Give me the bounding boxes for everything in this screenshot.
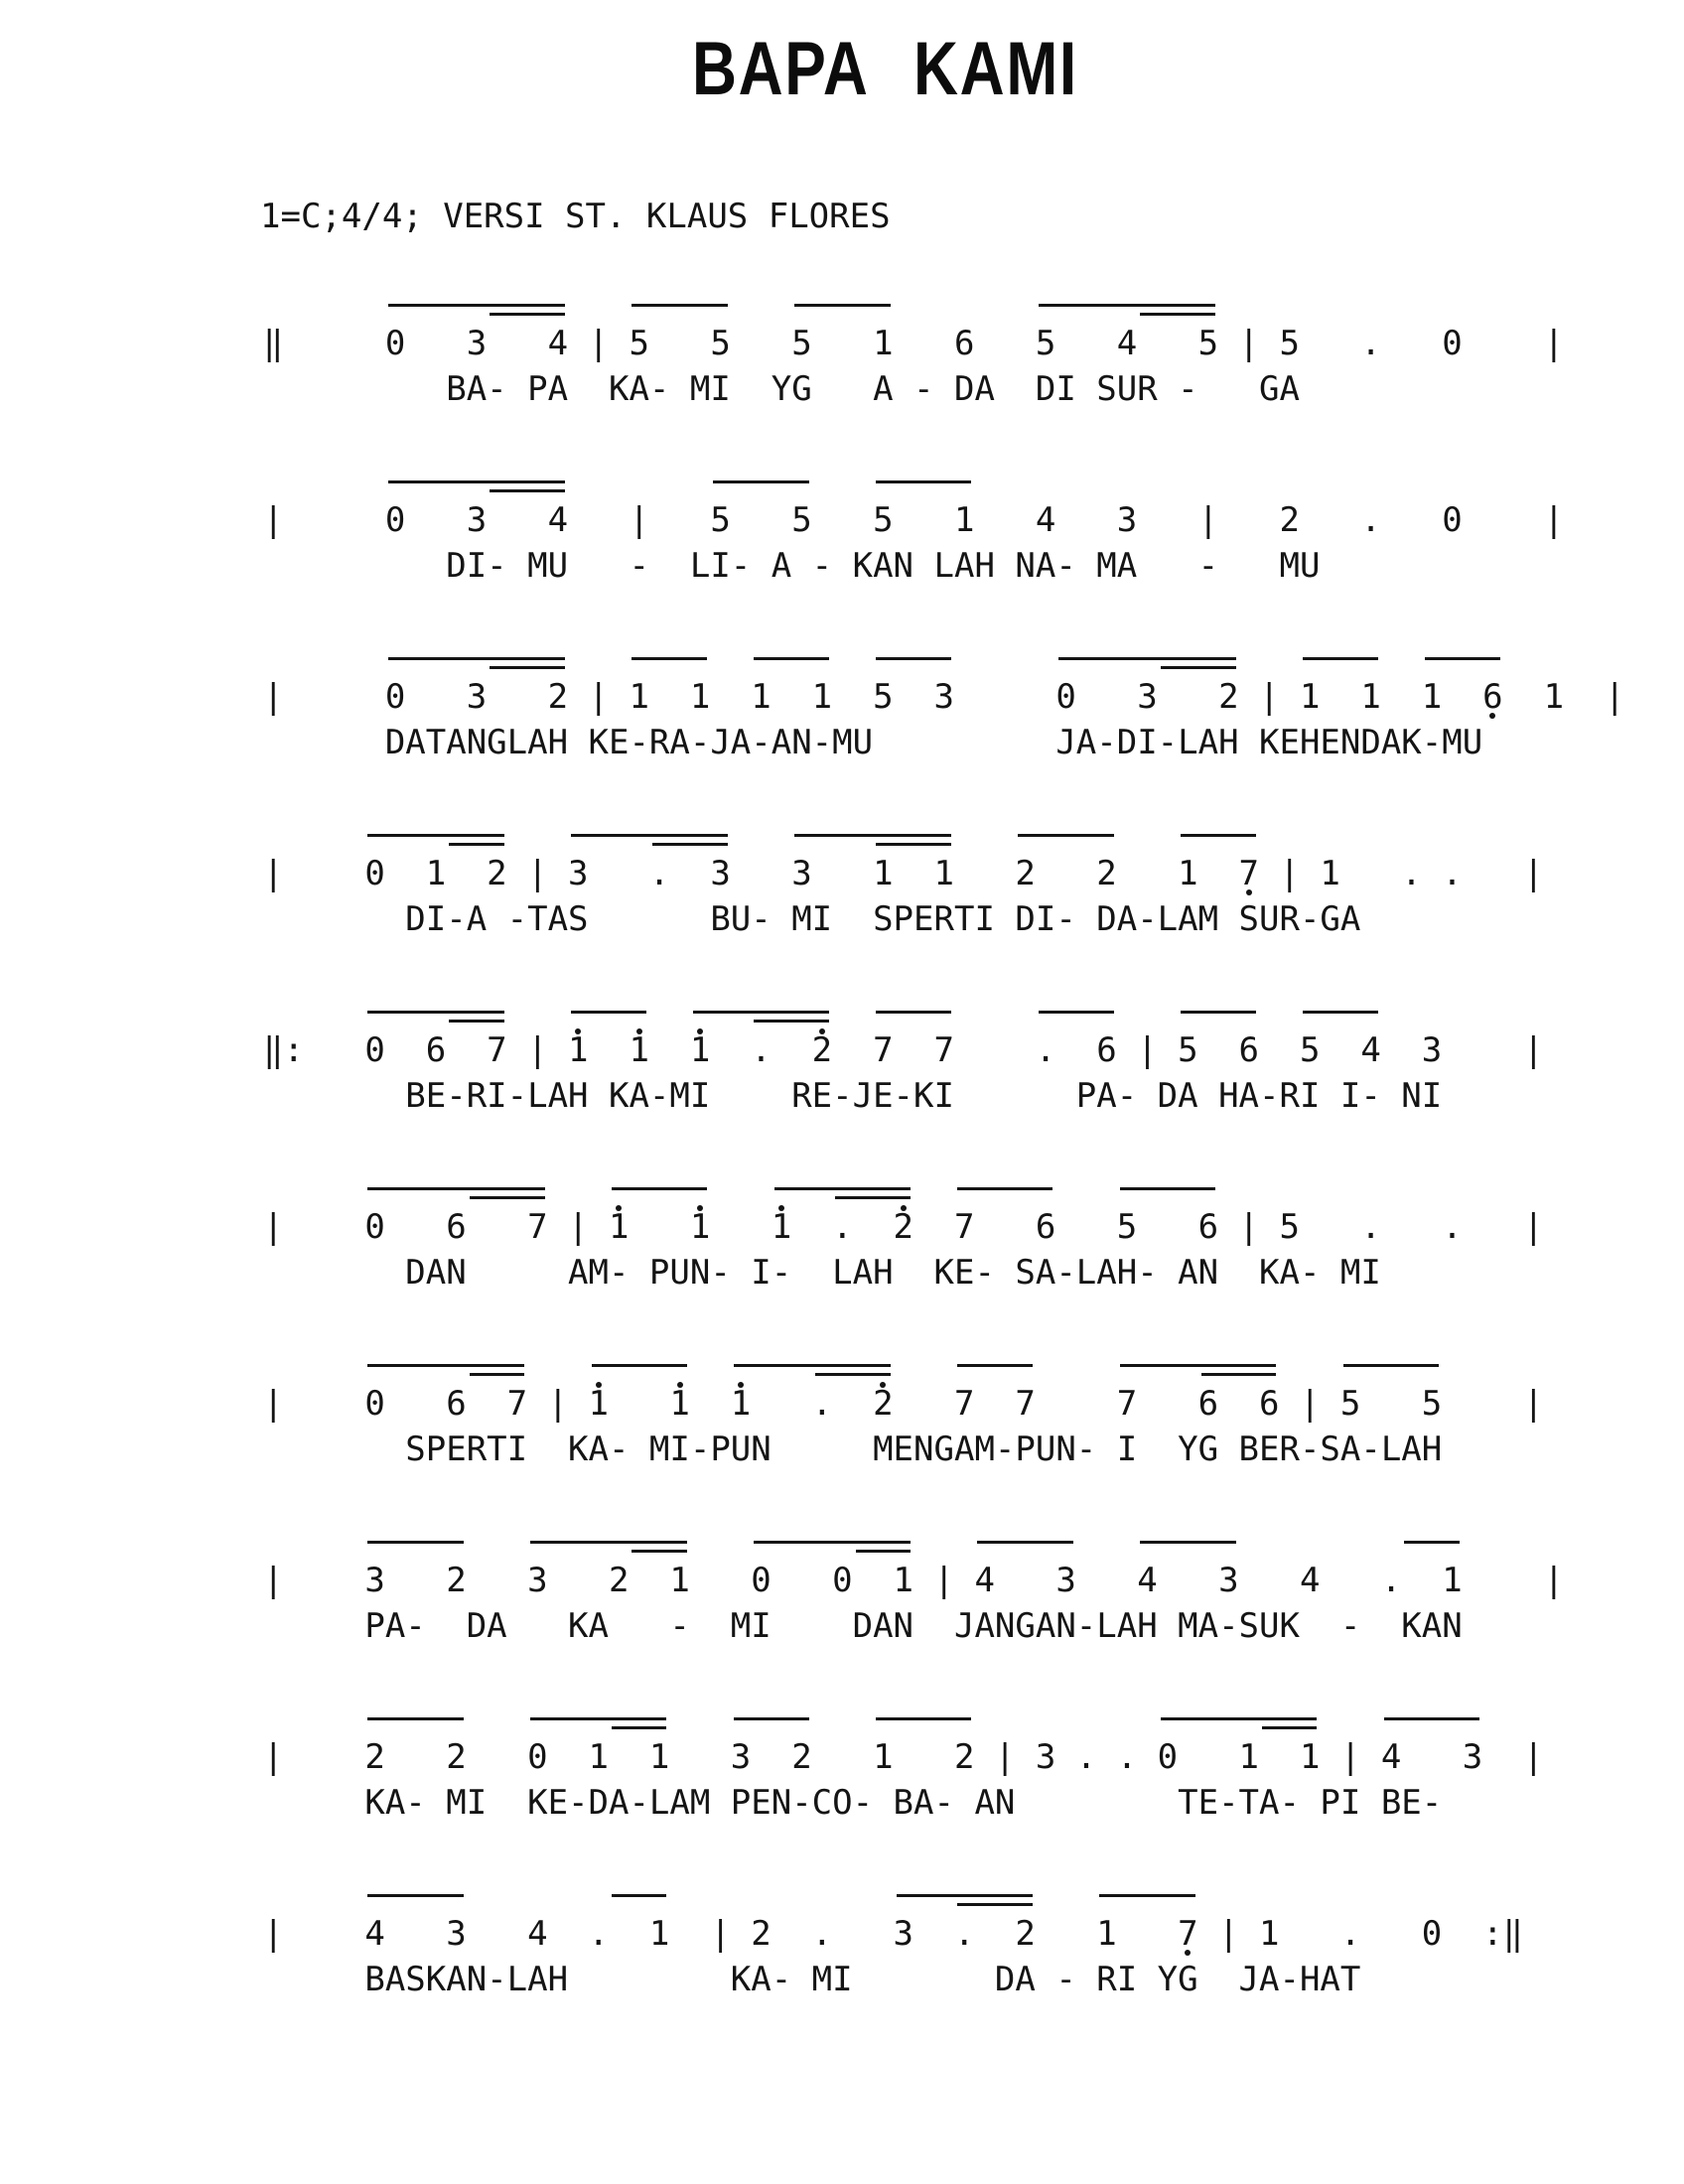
beam-line (530, 1541, 687, 1544)
notes-row: ‖: 0 6 7 | 1 1 1 . 2 7 7 . 6 | 5 6 5 4 3 | (263, 1030, 1544, 1070)
lyrics-row: DI- MU - LI- A - KAN LAH NA- MA - MU (263, 546, 1321, 586)
beam-line (794, 304, 890, 307)
beam-line (977, 1541, 1072, 1544)
lyrics-row: BA- PA KA- MI YG A - DA DI SUR - GA (263, 369, 1300, 409)
beam-line (815, 1373, 891, 1376)
beam-line (1120, 1364, 1277, 1367)
beam-line (794, 834, 951, 837)
beam-line (449, 1020, 503, 1023)
notes-row: | 0 3 4 | 5 5 5 1 4 3 | 2 . 0 | (263, 500, 1565, 540)
lyrics-row: PA- DA KA - MI DAN JANGAN-LAH MA-SUK - KAN (263, 1606, 1463, 1646)
beam-line (388, 480, 565, 483)
page-title: BAPA KAMI (692, 27, 1078, 111)
beam-line (1181, 834, 1256, 837)
beam-line (571, 834, 728, 837)
lyrics-row: KA- MI KE-DA-LAM PEN-CO- BA- AN TE-TA- PI BE- (263, 1783, 1443, 1823)
beam-line (367, 1894, 463, 1897)
beam-line (734, 1364, 891, 1367)
beam-line (632, 657, 707, 660)
beam-line (876, 480, 971, 483)
beam-line (388, 657, 565, 660)
lyrics-row: DATANGLAH KE-RA-JA-AN-MU JA-DI-LAH KEHENDAK-MU (263, 723, 1483, 762)
beam-line (734, 1717, 809, 1720)
beam-line (1039, 1011, 1114, 1014)
notes-row: ‖ 0 3 4 | 5 5 5 1 6 5 4 5 | 5 . 0 | (263, 324, 1565, 363)
notes-row: | 0 3 2 | 1 1 1 1 5 3 0 3 2 | 1 1 1 6 1 | (263, 677, 1625, 717)
beam-line (1303, 1011, 1378, 1014)
beam-line (490, 489, 565, 492)
beam-line (1039, 304, 1215, 307)
song-key-and-version: 1=C;4/4; VERSI ST. KLAUS FLORES (260, 197, 891, 236)
beam-line (388, 304, 565, 307)
lyrics-row: BE-RI-LAH KA-MI RE-JE-KI PA- DA HA-RI I- NI (263, 1076, 1443, 1116)
beam-line (367, 1717, 463, 1720)
beam-line (897, 1894, 1033, 1897)
beam-line (490, 666, 565, 669)
beam-line (632, 1550, 686, 1553)
beam-line (876, 843, 951, 846)
beam-line (470, 1196, 545, 1199)
lyrics-row: SPERTI KA- MI-PUN MENGAM-PUN- I YG BER-SA-LAH (263, 1430, 1443, 1469)
lyrics-row: DI-A -TAS BU- MI SPERTI DI- DA-LAM SUR-GA (263, 899, 1361, 939)
notes-row: | 0 1 2 | 3 . 3 3 1 1 2 2 1 7 | 1 . . | (263, 854, 1544, 893)
beam-line (1161, 1717, 1318, 1720)
lyrics-row: DAN AM- PUN- I- LAH KE- SA-LAH- AN KA- MI (263, 1253, 1381, 1293)
beam-line (713, 480, 808, 483)
beam-line (1425, 657, 1500, 660)
beam-line (876, 657, 951, 660)
beam-line (1303, 657, 1378, 660)
beam-line (876, 1011, 951, 1014)
beam-line (449, 843, 503, 846)
beam-line (876, 1717, 971, 1720)
beam-line (957, 1187, 1052, 1190)
notes-row: | 2 2 0 1 1 3 2 1 2 | 3 . . 0 1 1 | 4 3 | (263, 1737, 1544, 1777)
beam-line (1343, 1364, 1439, 1367)
beam-line (754, 1020, 829, 1023)
beam-line (592, 1364, 687, 1367)
beam-line (367, 1011, 503, 1014)
beam-line (612, 1187, 707, 1190)
beam-line (490, 313, 565, 316)
beam-line (957, 1903, 1033, 1906)
beam-line (835, 1196, 911, 1199)
beam-line (367, 834, 503, 837)
beam-line (470, 1373, 524, 1376)
notes-row: | 0 6 7 | 1 1 1 . 2 7 6 5 6 | 5 . . | (263, 1207, 1544, 1247)
beam-line (856, 1550, 911, 1553)
beam-line (367, 1364, 524, 1367)
beam-line (1201, 1373, 1277, 1376)
beam-line (571, 1011, 646, 1014)
notes-row: | 3 2 3 2 1 0 0 1 | 4 3 4 3 4 . 1 | (263, 1561, 1565, 1600)
notes-row: | 4 3 4 . 1 | 2 . 3 . 2 1 7 | 1 . 0 :‖ (263, 1914, 1524, 1954)
beam-line (1120, 1187, 1215, 1190)
beam-line (693, 1011, 829, 1014)
beam-line (367, 1541, 463, 1544)
beam-line (1181, 1011, 1256, 1014)
beam-line (612, 1894, 666, 1897)
beam-line (652, 843, 728, 846)
beam-line (754, 1541, 911, 1544)
beam-line (1262, 1726, 1317, 1729)
beam-line (1404, 1541, 1459, 1544)
beam-line (530, 1717, 666, 1720)
beam-line (612, 1726, 666, 1729)
beam-line (1161, 666, 1236, 669)
beam-line (1140, 1541, 1235, 1544)
beam-line (367, 1187, 544, 1190)
beam-line (1058, 657, 1235, 660)
beam-line (632, 304, 727, 307)
notes-row: | 0 6 7 | 1 1 1 . 2 7 7 7 6 6 | 5 5 | (263, 1384, 1544, 1424)
beam-line (1140, 313, 1215, 316)
beam-line (774, 1187, 911, 1190)
beam-line (754, 657, 829, 660)
beam-line (1099, 1894, 1194, 1897)
beam-line (957, 1364, 1033, 1367)
beam-line (1018, 834, 1113, 837)
lyrics-row: BASKAN-LAH KA- MI DA - RI YG JA-HAT (263, 1960, 1361, 1999)
beam-line (1384, 1717, 1479, 1720)
